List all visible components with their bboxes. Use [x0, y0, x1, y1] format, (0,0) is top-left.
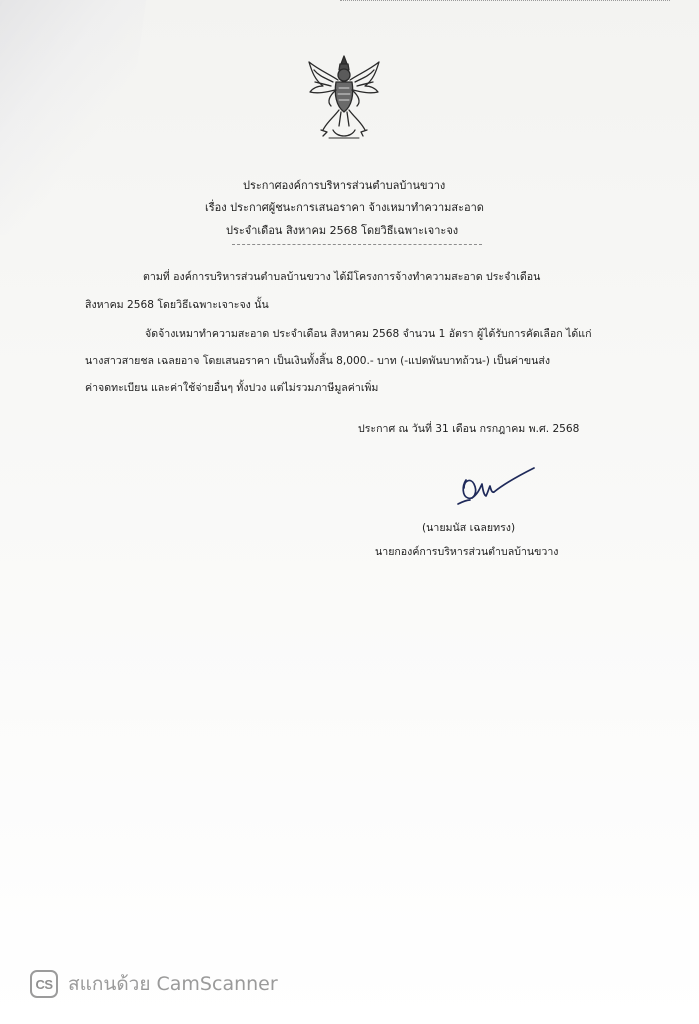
body-paragraph-1-line-2: สิงหาคม 2568 โดยวิธีเฉพาะเจาะจง นั้น: [85, 299, 269, 311]
camscanner-watermark: [30, 969, 278, 999]
garuda-emblem-icon: [303, 52, 385, 144]
paper-fold-shadow: [0, 0, 147, 251]
body-paragraph-2-line-2: นางสาวสายชล เฉลยอาจ โดยเสนอราคา เป็นเงินทั้งสิ้น 8,000.- บาท (-แปดพันบาทถ้วน-) เป็นค่าขนส่ง: [85, 355, 551, 367]
announcement-subject: เรื่อง ประกาศผู้ชนะการเสนอราคา จ้างเหมาทำความสะอาด: [205, 201, 484, 214]
announcement-title: ประกาศองค์การบริหารส่วนตำบลบ้านขวาง: [243, 179, 446, 192]
announcement-period: ประจำเดือน สิงหาคม 2568 โดยวิธีเฉพาะเจาะจง: [226, 224, 459, 237]
body-paragraph-2-line-1: จัดจ้างเหมาทำความสะอาด ประจำเดือน สิงหาคม 2568 จำนวน 1 อัตรา ผู้ได้รับการคัดเลือก ได้แก่: [145, 328, 592, 340]
announcement-date: ประกาศ ณ วันที่ 31 เดือน กรกฎาคม พ.ศ. 2568: [358, 423, 580, 435]
body-paragraph-2-line-3: ค่าจดทะเบียน และค่าใช้จ่ายอื่นๆ ทั้งปวง แต่ไม่รวมภาษีมูลค่าเพิ่ม: [85, 382, 379, 394]
camscanner-logo-icon: CS: [30, 970, 58, 998]
top-edge-dotted-line: [340, 0, 670, 2]
body-paragraph-1-line-1: ตามที่ องค์การบริหารส่วนตำบลบ้านขวาง ได้มีโครงการจ้างทำความสะอาด ประจำเดือน: [143, 271, 541, 283]
camscanner-label: สแกนด้วย CamScanner: [68, 973, 278, 995]
signer-title: นายกองค์การบริหารส่วนตำบลบ้านขวาง: [375, 546, 559, 558]
signature-icon: [452, 458, 538, 508]
signer-name: (นายมนัส เฉลยทรง): [422, 522, 516, 534]
header-separator: [232, 244, 482, 245]
